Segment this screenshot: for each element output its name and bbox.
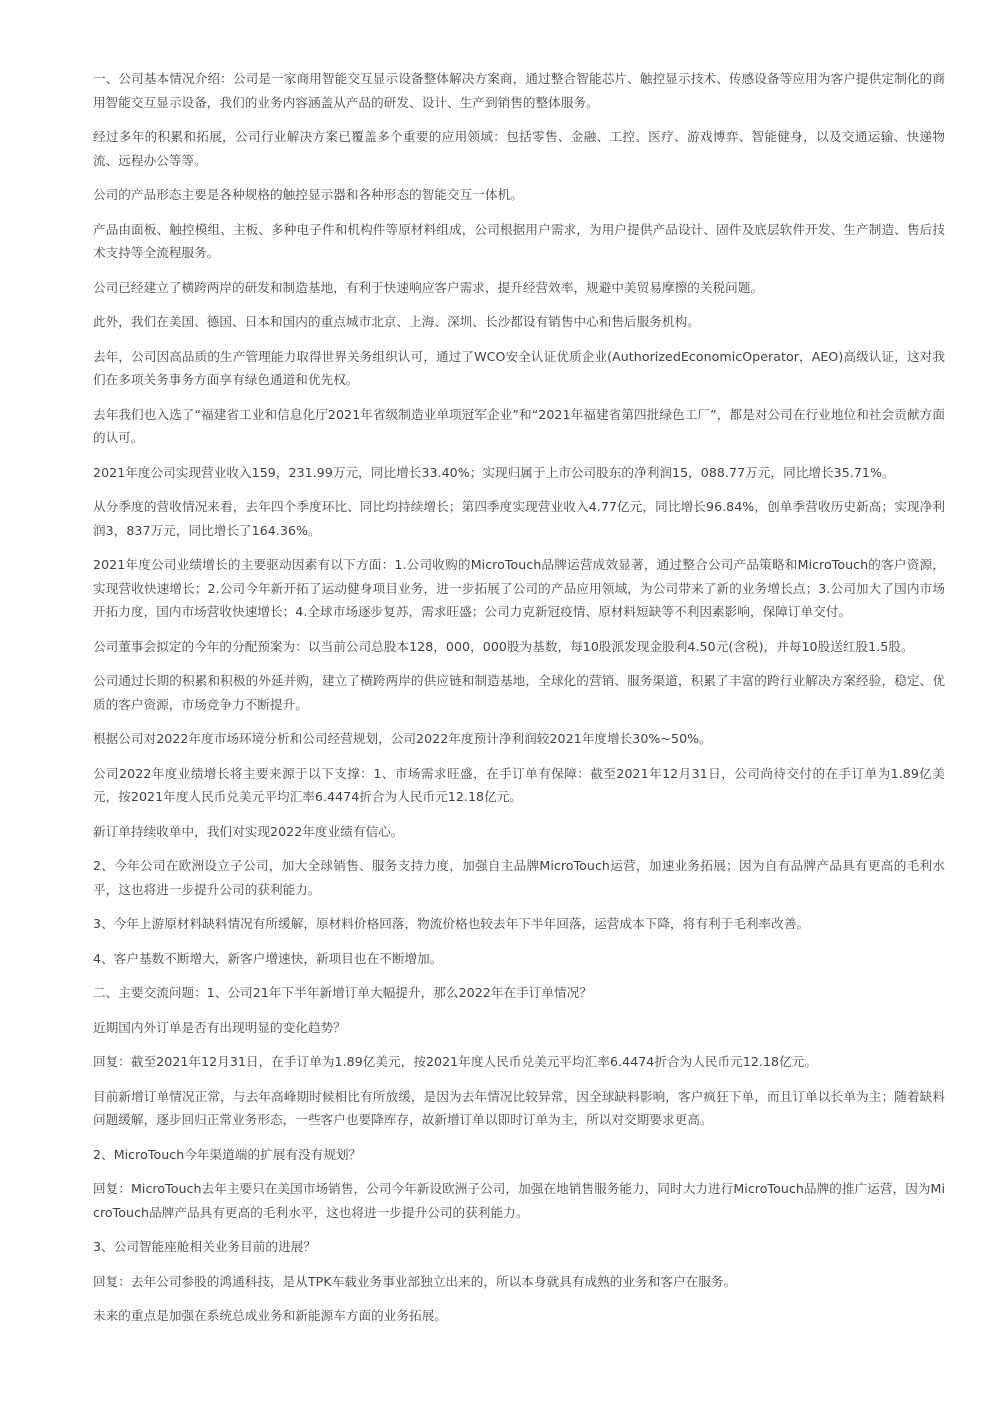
paragraph-a1-order-trend: 目前新增订单情况正常，与去年高峰期时候相比有所放缓，是因为去年情况比较异常，因全球缺料影响，客户疯狂下单，而且订单以长单为主；随着缺料问题缓解，逐步回归正常业务形态，一些客户也要降库存，故新增订单以即时订单为主，所以对交期要求更高。 (93, 1088, 945, 1127)
document-body (93, 67, 945, 1339)
paragraph-a1-backlog: 回复：截至2021年12月31日，在手订单为1.89亿美元，按2021年度人民币兑美元平均汇率6.4474折合为人民币元12.18亿元。 (93, 1054, 818, 1069)
paragraph-company-intro: 一、公司基本情况介绍：公司是一家商用智能交互显示设备整体解决方案商，通过整合智能芯片、触控显示技术、传感设备等应用为客户提供定制化的商用智能交互显示设备，我们的业务内容涵盖从产品的研发、设计、生产到销售的整体服务。 (93, 71, 945, 110)
paragraph-a3-hongtong: 回复：去年公司参股的鸿通科技，是从TPK车载业务事业部独立出来的，所以本身就具有成熟的业务和客户在服务。 (93, 1273, 737, 1289)
paragraph-customer-base: 4、客户基数不断增大，新客户增速快，新项目也在不断增加。 (93, 950, 443, 966)
paragraph-material-costs: 3、今年上游原材料缺料情况有所缓解，原材料价格回落，物流价格也较去年下半年回落，运营成本下降，将有利于毛利率改善。 (93, 916, 810, 931)
paragraph-product-forms: 公司的产品形态主要是各种规格的触控显示器和各种形态的智能交互一体机。 (93, 187, 523, 202)
paragraph-application-fields: 经过多年的积累和拓展，公司行业解决方案已覆盖多个重要的应用领域：包括零售、金融、工控、医疗、游戏博弈、智能健身，以及交通运输、快递物流、远程办公等等。 (93, 129, 945, 168)
paragraph-q2-microtouch: 2、MicroTouch今年渠道端的扩展有没有规划？ (93, 1146, 362, 1162)
paragraph-dividend-plan: 公司董事会拟定的今年的分配预案为：以当前公司总股本128，000，000股为基数，每10股派发现金股利4.50元(含税)，并每10股送红股1.5股。 (93, 638, 914, 654)
paragraph-fujian-awards: 去年我们也入选了“福建省工业和信息化厅2021年省级制造业单项冠军企业”和“2021年福建省第四批绿色工厂”，都是对公司在行业地位和社会贡献方面的认可。 (93, 406, 945, 445)
paragraph-growth-drivers: 2021年度公司业绩增长的主要驱动因素有以下方面：1.公司收购的MicroTouch品牌运营成效显著，通过整合公司产品策略和MicroTouch的客户资源，实现营收快速增长；2.公司今年新开拓了运动健身项目业务，进一步拓展了公司的产品应用领域，为公司带来了新的业务增长点；3.公司加大了国内市场开拓力度，国内市场营收快速增长；4.全球市场逐步复苏，需求旺盛；公司力克新冠疫情、原材料短缺等不利因素影响，保障订单交付。 (93, 557, 945, 619)
paragraph-2022-forecast: 根据公司对2022年度市场环境分析和公司经营规划，公司2022年度预计净利润较2021年度增长30%~50%。 (93, 731, 712, 746)
paragraph-q1-followup: 近期国内外订单是否有出现明显的变化趋势？ (93, 1019, 346, 1035)
paragraph-a3-future-focus: 未来的重点是加强在系统总成业务和新能源车方面的业务拓展。 (93, 1308, 448, 1323)
paragraph-aeo-certification: 去年，公司因高品质的生产管理能力取得世界关务组织认可，通过了WCO安全认证优质企业(AuthorizedEconomicOperator，AEO)高级认证，这对我们在多项关务事务方面享有绿色通道和优先权。 (93, 348, 945, 387)
paragraph-2021-revenue: 2021年度公司实现营业收入159，231.99万元，同比增长33.40%；实现归属于上市公司股东的净利润15，088.77万元，同比增长35.71%。 (93, 464, 895, 480)
paragraph-sales-centers: 此外，我们在美国、德国、日本和国内的重点城市北京、上海、深圳、长沙都设有销售中心和售后服务机构。 (93, 314, 700, 329)
paragraph-qa-section-q1: 二、主要交流问题：1、公司21年下半年新增订单大幅提升，那么2022年在手订单情况？ (93, 985, 592, 1000)
paragraph-europe-subsidiary: 2、今年公司在欧洲设立子公司，加大全球销售、服务支持力度，加强自主品牌MicroTouch运营，加速业务拓展；因为自有品牌产品具有更高的毛利水平，这也将进一步提升公司的获利能力。 (93, 858, 945, 897)
paragraph-product-composition: 产品由面板、触控模组、主板、多种电子件和机构件等原材料组成，公司根据用户需求，为用户提供产品设计、固件及底层软件开发、生产制造、售后技术支持等全流程服务。 (93, 221, 945, 260)
paragraph-quarterly-revenue: 从分季度的营收情况来看，去年四个季度环比、同比均持续增长；第四季度实现营业收入4.77亿元，同比增长96.84%，创单季营收历史新高；实现净利润3，837万元，同比增长了164.36%。 (93, 499, 945, 538)
paragraph-order-backlog: 公司2022年度业绩增长将主要来源于以下支撑：1、市场需求旺盛，在手订单有保障：截至2021年12月31日，公司尚待交付的在手订单为1.89亿美元，按2021年度人民币兑美元平均汇率6.4474折合为人民币元12.18亿元。 (93, 765, 945, 804)
paragraph-q3-smart-cockpit: 3、公司智能座舱相关业务目前的进展？ (93, 1239, 317, 1254)
paragraph-a2-microtouch: 回复：MicroTouch去年主要只在美国市场销售，公司今年新设欧洲子公司，加强在地销售服务能力，同时大力进行MicroTouch品牌的推广运营，因为MicroTouch品牌产品具有更高的毛利水平，这也将进一步提升公司的获利能力。 (93, 1181, 945, 1220)
paragraph-competitiveness: 公司通过长期的积累和积极的外延并购，建立了横跨两岸的供应链和制造基地，全球化的营销、服务渠道，积累了丰富的跨行业解决方案经验，稳定、优质的客户资源，市场竞争力不断提升。 (93, 673, 945, 712)
paragraph-new-orders: 新订单持续收单中，我们对实现2022年度业绩有信心。 (93, 823, 404, 839)
paragraph-cross-strait-bases: 公司已经建立了横跨两岸的研发和制造基地，有利于快速响应客户需求，提升经营效率，规避中美贸易摩擦的关税问题。 (93, 279, 764, 295)
